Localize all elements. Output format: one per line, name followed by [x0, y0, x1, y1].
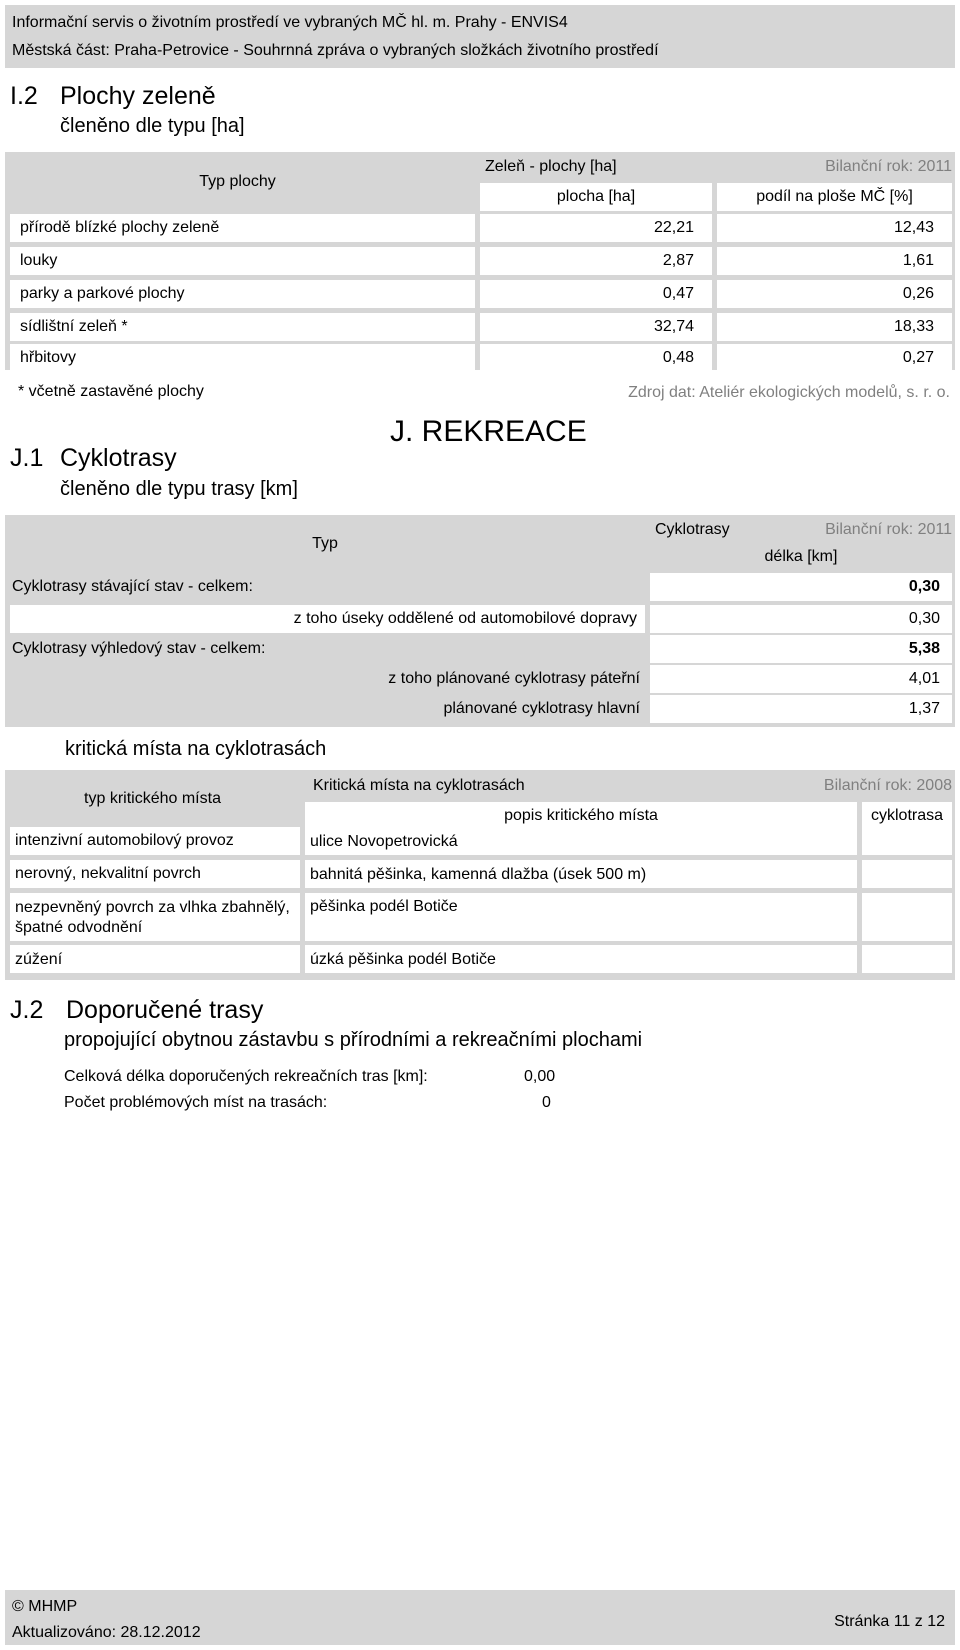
table-row-type: intenzivní automobilový provoz [10, 827, 300, 855]
critical-heading: kritická místa na cyklotrasách [65, 738, 327, 760]
table-row-value: 5,38 [650, 635, 952, 663]
section-j2-number: J.2 [10, 996, 44, 1024]
group-title-cycle: Cyklotrasy [655, 521, 730, 538]
table-row-type: parky a parkové plochy [10, 280, 475, 308]
table-row-label: Cyklotrasy výhledový stav - celkem: [12, 640, 266, 657]
table-row-area: 0,48 [480, 344, 712, 372]
header-line-2: Městská část: Praha-Petrovice - Souhrnná zpráva o vybraných složkách životního prostředí [12, 42, 659, 59]
section-j2-subtitle: propojující obytnou zástavbu s přírodními a rekreačními plochami [64, 1029, 643, 1051]
header-line-1: Informační servis o životním prostředí ve vybraných MČ hl. m. Prahy - ENVIS4 [12, 14, 568, 31]
section-j1-title: Cyklotrasy [60, 444, 177, 472]
total-length-value: 0,00 [524, 1068, 556, 1085]
col-header-type: Typ [312, 535, 338, 552]
greenery-source: Zdroj dat: Ateliér ekologických modelů, s. r. o. [628, 384, 950, 401]
table-row-area: 22,21 [480, 214, 712, 242]
table-row-share: 1,61 [717, 247, 952, 275]
table-row-label: z toho úseky oddělené od automobilové dopravy [10, 605, 645, 633]
col-header-area: plocha [ha] [480, 183, 712, 211]
table-row-value: 1,37 [650, 695, 952, 723]
section-i2-subtitle: členěno dle typu [ha] [60, 115, 245, 137]
col-header-route: cyklotrasa [862, 802, 952, 830]
table-row-area: 0,47 [480, 280, 712, 308]
table-row-area: 2,87 [480, 247, 712, 275]
table-row-value: 0,30 [650, 573, 952, 601]
table-row-route [862, 893, 952, 941]
table-row-type: přírodě blízké plochy zeleně [10, 214, 475, 242]
table-row-desc: úzká pěšinka podél Botiče [305, 945, 857, 973]
table-row-route [862, 827, 952, 855]
greenery-year: Bilanční rok: 2011 [825, 158, 952, 175]
table-row-type: hřbitovy [10, 344, 475, 372]
table-row-value: 4,01 [650, 665, 952, 693]
cycle-year: Bilanční rok: 2011 [825, 521, 952, 538]
section-j2-title: Doporučené trasy [66, 996, 264, 1024]
footer-copyright: © MHMP [12, 1598, 78, 1615]
section-i2-number: I.2 [10, 82, 38, 110]
table-row-type: zúžení [10, 945, 300, 973]
table-row-type: nerovný, nekvalitní povrch [10, 860, 300, 888]
section-j1-subtitle: členěno dle typu trasy [km] [60, 478, 298, 500]
footer-updated: Aktualizováno: 28.12.2012 [12, 1624, 201, 1641]
col-header-length: délka [km] [764, 548, 838, 565]
table-row-desc: pěšinka podél Botiče [305, 893, 857, 941]
table-row-share: 0,26 [717, 280, 952, 308]
table-row-type: sídlištní zeleň * [10, 313, 475, 341]
table-row-share: 12,43 [717, 214, 952, 242]
total-length-label: Celková délka doporučených rekreačních tras [km]: [64, 1068, 428, 1085]
col-header-type: Typ plochy [199, 173, 276, 190]
table-row-type: louky [10, 247, 475, 275]
table-row-label: z toho plánované cyklotrasy páteřní [388, 670, 640, 687]
critical-year: Bilanční rok: 2008 [823, 777, 952, 794]
section-j1-number: J.1 [10, 444, 44, 472]
table-row-route [862, 860, 952, 888]
table-row-value: 0,30 [650, 605, 952, 633]
table-row-desc: bahnitá pěšinka, kamenná dlažba (úsek 500 m) [305, 860, 857, 888]
col-header-type: typ kritického místa [84, 790, 221, 807]
section-j-title: J. REKREACE [390, 415, 587, 448]
table-row-type: nezpevněný povrch za vlhka zbahnělý, špatné odvodnění [10, 893, 300, 941]
col-header-desc: popis kritického místa [305, 802, 857, 830]
table-row-label: Cyklotrasy stávající stav - celkem: [12, 578, 253, 595]
footer-page-number: Stránka 11 z 12 [834, 1613, 945, 1630]
table-row-share: 0,27 [717, 344, 952, 372]
table-row-label: plánované cyklotrasy hlavní [443, 700, 640, 717]
problems-value: 0 [542, 1094, 551, 1111]
group-title-greenery: Zeleň - plochy [ha] [485, 158, 617, 175]
table-row-desc: ulice Novopetrovická [305, 827, 857, 855]
col-header-share: podíl na ploše MČ [%] [717, 183, 952, 211]
table-row-area: 32,74 [480, 313, 712, 341]
greenery-footnote: * včetně zastavěné plochy [18, 383, 204, 400]
table-row-share: 18,33 [717, 313, 952, 341]
group-title-critical: Kritická místa na cyklotrasách [313, 777, 525, 794]
problems-label: Počet problémových míst na trasách: [64, 1094, 328, 1111]
section-i2-title: Plochy zeleně [60, 82, 216, 110]
table-row-route [862, 945, 952, 973]
